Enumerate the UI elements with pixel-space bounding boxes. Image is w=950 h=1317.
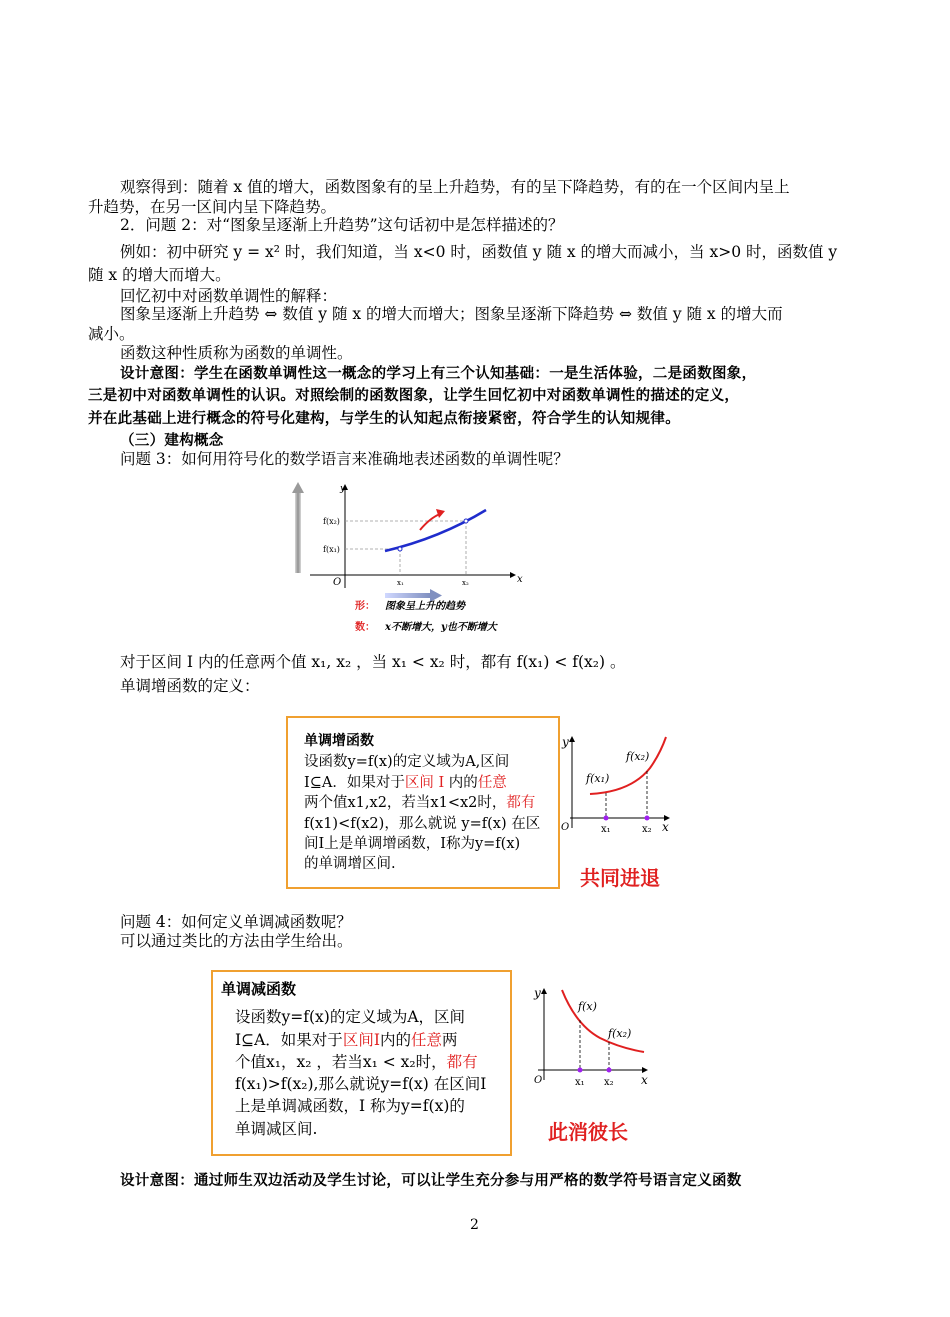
decreasing-definition-box — [211, 970, 512, 1156]
number-label: 数： — [355, 622, 375, 633]
increasing-definition-box — [286, 716, 560, 889]
box-dec-title: 单调减函数 — [221, 980, 297, 998]
svg-text:f(x₂): f(x₂) — [626, 750, 650, 763]
box-inc-line3: 两个值x1,x2，若当x1<x2时，都有 — [304, 795, 536, 811]
number-text: x不断增大，y也不断增大 — [385, 622, 497, 633]
box-inc-line5: 间I上是单调增函数，I称为y=f(x) — [304, 836, 521, 852]
decreasing-curve-red — [562, 990, 644, 1052]
svg-text:x₁: x₁ — [575, 1077, 585, 1088]
x-label: x — [517, 574, 523, 585]
box-dec-line2: I⊆A．如果对于区间I内的任意两 — [235, 1031, 458, 1049]
vertical-arrow-head — [292, 482, 304, 493]
design-intent-1-line2: 三是初中对函数单调性的认识。对照绘制的函数图象，让学生回忆初中对函数单调性的描述的定义， — [88, 388, 740, 404]
example-line1: 例如：初中研究 y = x² 时，我们知道，当 x<0 时，函数值 y 随 x 的增大而减小，当 x>0 时，函数值 y — [120, 243, 838, 261]
analogy-note: 可以通过类比的方法由学生给出。 — [120, 932, 353, 950]
para-observation-line2: 升趋势，在另一区间内呈下降趋势。 — [88, 198, 337, 216]
increasing-curve-red — [590, 737, 666, 794]
slogan-increasing: 共同进退 — [580, 866, 660, 890]
shape-text: 图象呈上升的趋势 — [385, 601, 465, 612]
increasing-function-graph — [556, 732, 676, 840]
box-inc-line2: I⊆A．如果对于区间 I 内的任意 — [304, 775, 507, 791]
fx1-label: f(x₁) — [323, 545, 340, 554]
svg-text:y: y — [562, 735, 569, 749]
increasing-trend-figure — [290, 478, 550, 640]
svg-text:O: O — [561, 822, 570, 833]
svg-text:x₁: x₁ — [601, 824, 611, 835]
svg-text:x: x — [641, 1073, 648, 1087]
trend-line2: 减小。 — [88, 325, 135, 343]
svg-text:f(x): f(x) — [578, 1000, 597, 1013]
box-inc-line4: f(x1)<f(x2)，那么就说 y=f(x) 在区 — [304, 816, 541, 832]
box-inc-title: 单调增函数 — [304, 733, 374, 749]
svg-text:f(x₁): f(x₁) — [586, 772, 610, 785]
trend-arrow — [420, 514, 440, 530]
decreasing-function-graph — [528, 980, 656, 1090]
box-inc-line6: 的单调增区间. — [304, 856, 396, 872]
trend-line1: 图象呈逐渐上升趋势 ⇔ 数值 y 随 x 的增大而增大；图象呈逐渐下降趋势 ⇔ 数值 y 随 x 的增大而 — [120, 305, 783, 323]
design-intent-1-line3: 并在此基础上进行概念的符号化建构，与学生的认知起点衔接紧密，符合学生的认知规律。 — [88, 411, 680, 427]
question-4: 问题 4：如何定义单调减函数呢？ — [120, 913, 352, 931]
horizontal-arrow-shaft — [385, 593, 430, 598]
recall-heading: 回忆初中对函数单调性的解释： — [120, 287, 338, 305]
box-dec-line6: 单调减区间. — [235, 1120, 318, 1138]
svg-text:x₂: x₂ — [642, 824, 652, 835]
increasing-def-intro: 单调增函数的定义： — [120, 677, 260, 695]
svg-text:y: y — [534, 986, 541, 1000]
box-dec-line4: f(x₁)>f(x₂),那么就说y=f(x) 在区间I — [235, 1075, 487, 1093]
svg-text:O: O — [534, 1075, 543, 1086]
svg-text:f(x₂): f(x₂) — [608, 1027, 632, 1040]
question-3: 问题 3：如何用符号化的数学语言来准确地表述函数的单调性呢？ — [120, 450, 569, 468]
question-2: 2．问题 2：对“图象呈逐渐上升趋势”这句话初中是怎样描述的？ — [120, 216, 564, 234]
box-dec-line5: 上是单调减函数，I 称为y=f(x)的 — [235, 1097, 465, 1115]
page-number: 2 — [470, 1217, 479, 1233]
design-intent-2: 设计意图：通过师生双边活动及学生讨论，可以让学生充分参与用严格的数学符号语言定义函数 — [120, 1173, 742, 1189]
para-observation-line1: 观察得到：随着 x 值的增大，函数图象有的呈上升趋势，有的呈下降趋势，有的在一个区间内呈上 — [120, 178, 790, 196]
monotonic-statement: 函数这种性质称为函数的单调性。 — [120, 344, 353, 362]
box-dec-line3: 个值x₁，x₂ ，若当x₁ < x₂时，都有 — [235, 1053, 478, 1071]
x2-label: x₂ — [462, 579, 469, 587]
y-label: y — [340, 484, 346, 494]
svg-text:x₂: x₂ — [604, 1077, 614, 1088]
box-dec-line1: 设函数y=f(x)的定义域为A，区间 — [235, 1008, 466, 1026]
shape-label: 形： — [355, 601, 375, 612]
interval-statement: 对于区间 I 内的任意两个值 x₁, x₂ ，当 x₁ < x₂ 时，都有 f(x₁) < f(x₂) 。 — [120, 653, 626, 671]
origin-label: O — [333, 577, 342, 588]
section-heading-3: （三）建构概念 — [120, 433, 224, 449]
design-intent-1-line1: 设计意图：学生在函数单调性这一概念的学习上有三个认知基础：一是生活体验，二是函数图象， — [120, 366, 757, 382]
svg-text:x: x — [662, 820, 669, 834]
vertical-arrow-shaft — [295, 493, 301, 573]
fx2-label: f(x₂) — [323, 517, 340, 526]
x1-label: x₁ — [397, 579, 404, 587]
example-line2: 随 x 的增大而增大。 — [88, 266, 231, 284]
slogan-decreasing: 此消彼长 — [548, 1120, 628, 1144]
box-inc-line1: 设函数y=f(x)的定义域为A,区间 — [304, 754, 510, 770]
